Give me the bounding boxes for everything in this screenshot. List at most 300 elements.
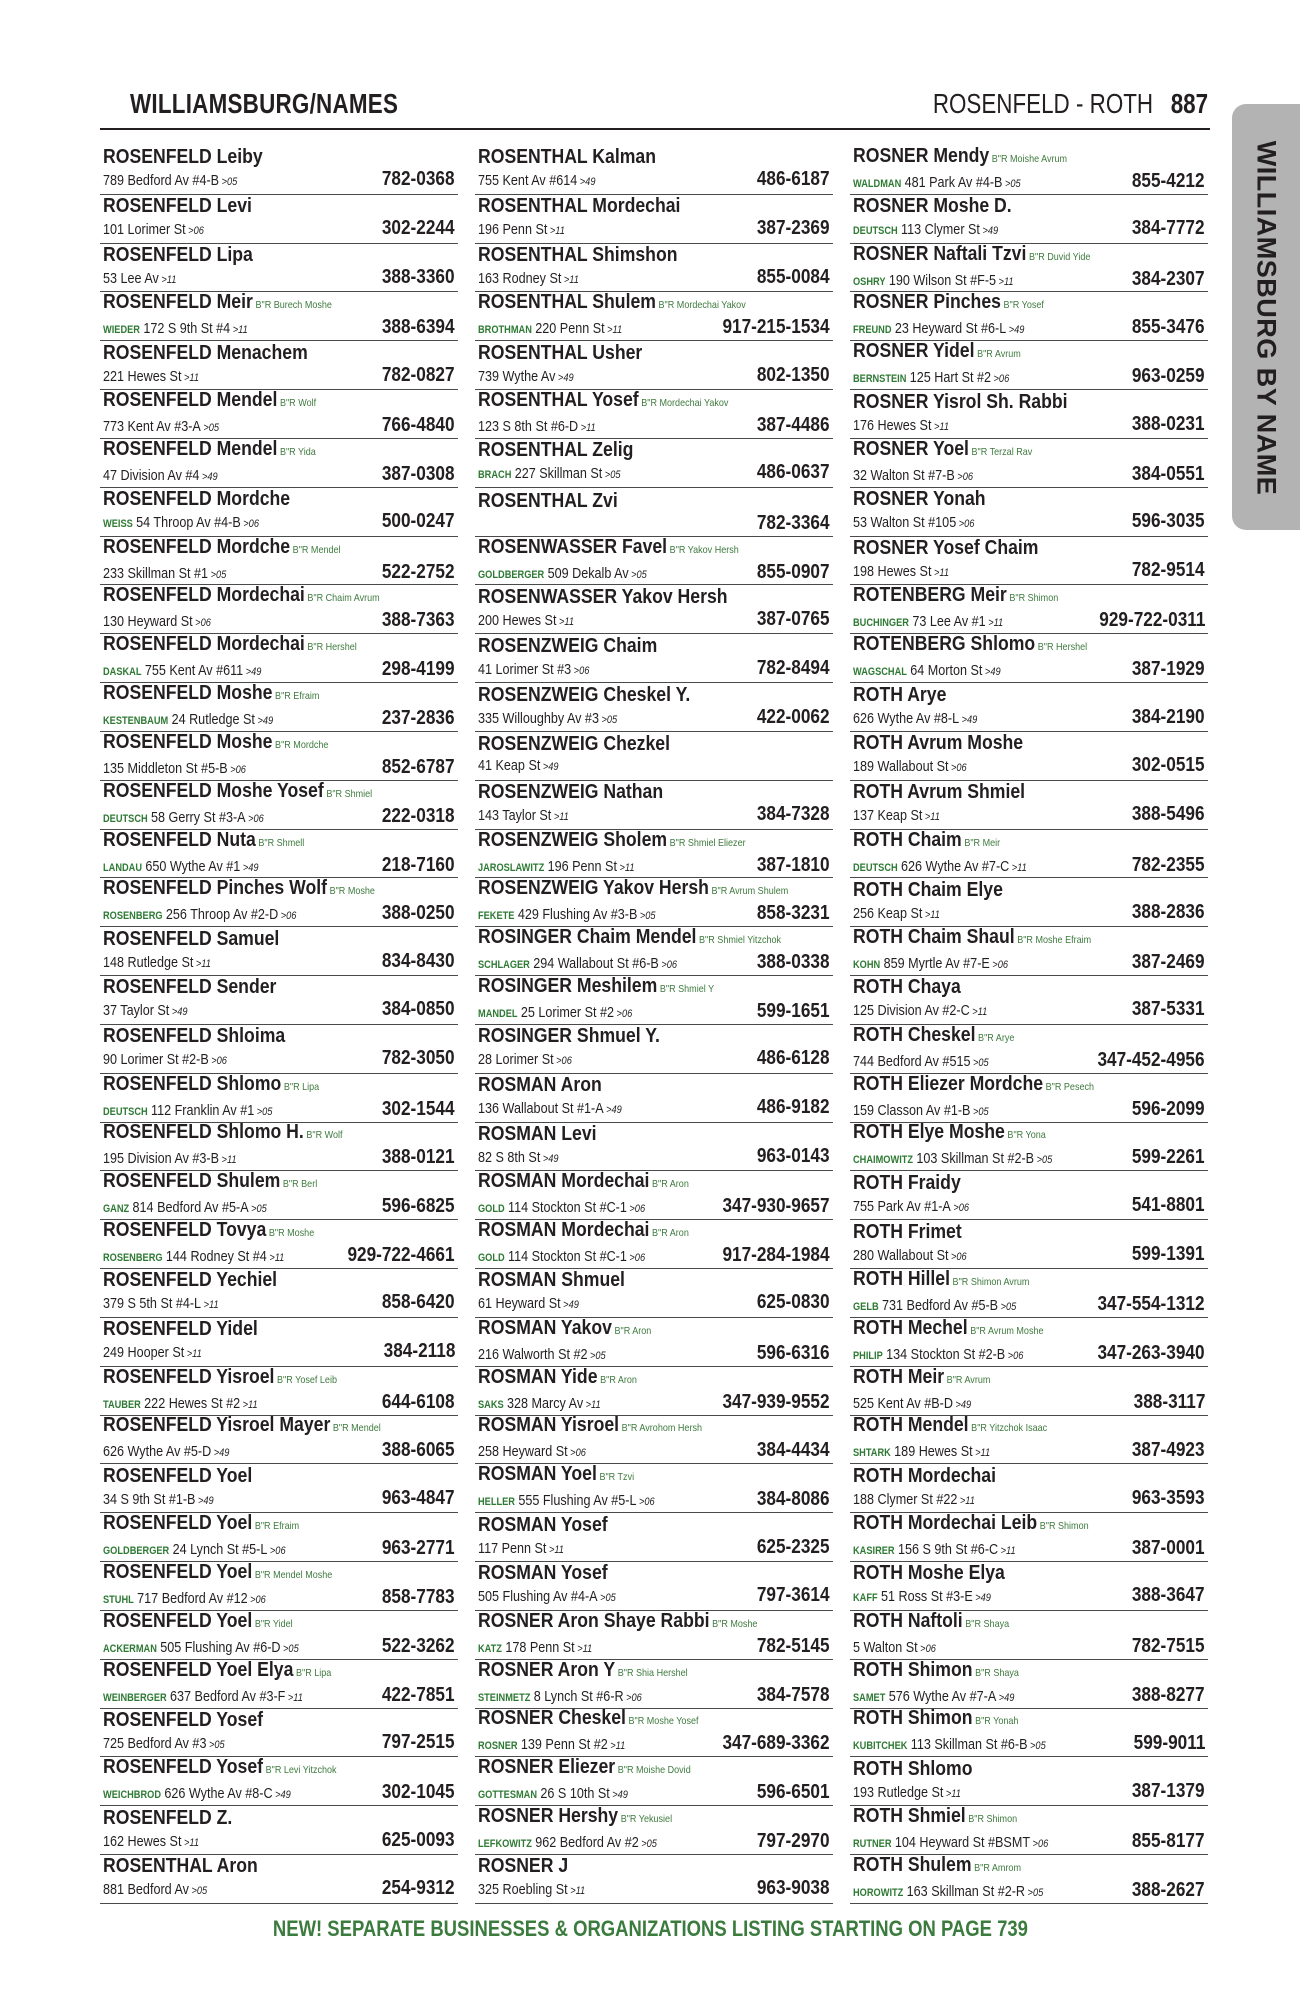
- entry-name: ROSMAN Yoel: [478, 1464, 597, 1486]
- entry-address-line: [853, 611, 1003, 634]
- entry-address-line: [103, 758, 246, 781]
- entry-details: [853, 1537, 1205, 1562]
- entry-zip: >06: [616, 1008, 633, 1020]
- listing-entry: [100, 1855, 458, 1904]
- entry-name: ROSENFELD Menachem: [103, 341, 308, 364]
- entry-parent: B"R Avrum Moshe: [970, 1324, 1044, 1337]
- entry-zip: >11: [933, 567, 949, 580]
- entry-parent: B"R Shimon Avrum: [952, 1275, 1030, 1288]
- entry-address-line: [853, 465, 973, 488]
- entry-address: 51 Ross St #3-E: [880, 1588, 973, 1606]
- listing-entry: [850, 1269, 1208, 1318]
- entry-details: [478, 1584, 830, 1609]
- entry-phone: 388-0338: [757, 951, 830, 974]
- entry-details: [853, 1049, 1205, 1074]
- entry-name: ROSMAN Levi: [478, 1122, 597, 1145]
- entry-address-line: [853, 561, 949, 584]
- listing-entry: [100, 1660, 458, 1709]
- entry-zip: >11: [161, 274, 177, 287]
- entry-parent: B"R Terzal Rav: [971, 445, 1033, 458]
- entry-header: [853, 732, 1156, 754]
- entry-address-line: [103, 660, 261, 683]
- entry-name: ROTH Avrum Shmiel: [853, 780, 1026, 804]
- entry-address: 222 Hewes St #2: [144, 1394, 241, 1412]
- entry-phone: 388-6065: [382, 1439, 455, 1462]
- entry-address-line: [478, 1637, 592, 1660]
- entry-parent: B"R Moshe Yosef: [628, 1715, 699, 1728]
- entry-zip: >05: [639, 910, 656, 923]
- entry-parent: B"R Aron: [652, 1227, 689, 1240]
- entry-address-line: [478, 1098, 622, 1121]
- listing-entry: [850, 585, 1208, 634]
- entry-phone: 222-0318: [382, 804, 455, 827]
- listing-entry: [850, 341, 1208, 390]
- entry-parent: B"R Efraim: [254, 1520, 300, 1533]
- entry-name: ROSNER Eliezer: [478, 1757, 616, 1779]
- entry-name: ROSMAN Yakov: [478, 1317, 612, 1339]
- entry-details: [103, 316, 455, 341]
- entry-header: [853, 585, 1156, 609]
- entry-phone: 834-8430: [382, 949, 455, 972]
- entry-zip: >06: [243, 518, 259, 531]
- entry-address: 172 S 9th St #4: [143, 320, 231, 338]
- entry-header: [478, 878, 789, 902]
- entry-name: ROSENFELD Z.: [103, 1806, 233, 1829]
- entry-header: [853, 1269, 1156, 1293]
- entry-zip: >11: [975, 1447, 991, 1460]
- listing-entry: [100, 1513, 458, 1562]
- entry-phone: 384-0850: [382, 998, 455, 1021]
- entry-name: ROTH Arye: [853, 683, 947, 706]
- entry-address: 481 Park Av #4-B: [904, 173, 1003, 191]
- entry-details: [103, 217, 455, 242]
- entry-family-name: GOLDBERGER: [478, 568, 545, 581]
- entry-name: ROSMAN Aron: [478, 1073, 602, 1097]
- entry-header: [103, 1025, 406, 1047]
- listing-entry: [850, 1709, 1208, 1758]
- entry-zip: >49: [984, 666, 1001, 679]
- entry-address: 104 Heyward St #BSMT: [894, 1834, 1031, 1852]
- entry-phone: 254-9312: [382, 1877, 455, 1900]
- entry-details: [103, 1586, 455, 1611]
- entry-zip: >05: [1036, 1154, 1053, 1167]
- entry-address: 113 Clymer St: [901, 221, 980, 239]
- listing-entry: [100, 1220, 458, 1269]
- entry-header: [103, 781, 406, 805]
- listing-entry: [100, 683, 458, 732]
- entry-header: [478, 490, 781, 512]
- entry-details: [478, 168, 830, 193]
- entry-address-line: [103, 709, 273, 732]
- entry-zip: >49: [998, 1691, 1015, 1704]
- listing-entry: [100, 878, 458, 927]
- entry-phone: 929-722-4661: [347, 1244, 455, 1267]
- entry-name: ROSENFELD Moshe: [103, 731, 273, 753]
- entry-phone: 963-4847: [382, 1486, 455, 1509]
- entry-header: [103, 292, 406, 316]
- entry-details: [853, 1243, 1205, 1268]
- entry-header: [103, 1318, 406, 1340]
- entry-zip: >11: [570, 1885, 586, 1898]
- entry-address: 112 Franklin Av #1: [151, 1101, 255, 1119]
- entry-details: [478, 1195, 830, 1220]
- listing-entry: [850, 1416, 1208, 1465]
- entry-zip: >11: [945, 1787, 961, 1800]
- entry-address-line: [103, 512, 259, 535]
- listing-entry: [475, 146, 833, 195]
- entry-details: [103, 1487, 455, 1512]
- entry-zip: >11: [580, 422, 596, 435]
- entry-phone: 929-722-0311: [1098, 609, 1205, 632]
- listing-entry: [475, 537, 833, 586]
- entry-family-name: WEICHBROD: [103, 1789, 162, 1802]
- entry-address-line: [103, 563, 226, 586]
- entry-address-line: [478, 1783, 628, 1806]
- entry-details: [478, 1635, 830, 1660]
- entry-header: [853, 1221, 1156, 1243]
- entry-details: [103, 1047, 455, 1072]
- entry-zip: >06: [570, 1447, 586, 1460]
- entry-parent: B"R Hershel: [1037, 641, 1088, 654]
- listing-column-1: [100, 146, 458, 1904]
- entry-details: [478, 1291, 830, 1316]
- listing-entry: [100, 976, 458, 1025]
- entry-header: [478, 1220, 781, 1244]
- entry-details: [103, 1731, 455, 1756]
- entry-address-line: [853, 1441, 990, 1464]
- entry-header: [478, 1074, 781, 1096]
- entry-address-line: [478, 1441, 586, 1464]
- entry-name: ROSENZWEIG Yakov Hersh: [478, 878, 709, 900]
- entry-family-name: HOROWITZ: [853, 1886, 904, 1899]
- entry-name: ROTH Mordechai: [853, 1464, 997, 1487]
- entry-details: [853, 1584, 1205, 1609]
- entry-header: [478, 439, 781, 461]
- entry-name: ROSENZWEIG Chaim: [478, 634, 658, 657]
- entry-zip: >49: [557, 371, 574, 384]
- entry-details: [478, 316, 830, 341]
- entry-parent: B"R Mendel: [332, 1422, 381, 1435]
- entry-address-line: [103, 1148, 237, 1171]
- entry-zip: >49: [242, 861, 259, 874]
- entry-details: [103, 998, 455, 1023]
- entry-phone: 387-1379: [1132, 1779, 1205, 1802]
- entry-details: [853, 1684, 1205, 1709]
- entry-phone: 599-1391: [1132, 1242, 1205, 1265]
- entry-zip: >06: [920, 1642, 936, 1655]
- listing-entry: [475, 732, 833, 781]
- listing-entry: [475, 1171, 833, 1220]
- listing-entry: [475, 1806, 833, 1855]
- entry-header: [478, 1367, 781, 1391]
- entry-address: 725 Bedford Av #3: [103, 1734, 207, 1752]
- entry-name: ROSENZWEIG Cheskel Y.: [478, 683, 691, 706]
- listing-entry: [475, 292, 833, 341]
- listing-entry: [475, 585, 833, 634]
- entry-parent: B"R Avrum: [977, 348, 1021, 361]
- entry-name: ROSMAN Shmuel: [478, 1269, 625, 1292]
- entry-address-line: [853, 1344, 1023, 1367]
- entry-zip: >49: [579, 176, 596, 189]
- listing-entry: [100, 781, 458, 830]
- entry-header: [103, 830, 406, 854]
- entry-parent: B"R Aron: [614, 1324, 652, 1337]
- entry-details: [478, 561, 830, 586]
- listing-entry: [100, 1269, 458, 1318]
- entry-zip: >06: [250, 1593, 266, 1606]
- listing-entry: [850, 634, 1208, 683]
- entry-phone: 782-2355: [1132, 853, 1205, 876]
- entry-family-name: OSHRY: [853, 275, 886, 288]
- entry-header: [853, 391, 1156, 413]
- listing-entry: [850, 390, 1208, 439]
- entry-name: ROTH Chaim: [853, 829, 962, 851]
- entry-header: [478, 195, 781, 217]
- entry-name: ROSMAN Yosef: [478, 1513, 608, 1536]
- entry-address: 509 Dekalb Av: [547, 564, 629, 582]
- entry-parent: B"R Yosef: [1003, 299, 1044, 312]
- entry-header: [853, 1025, 1156, 1049]
- entry-address: 256 Keap St: [853, 904, 923, 922]
- entry-parent: B"R Yonah: [975, 1715, 1019, 1728]
- entry-phone: 486-9182: [757, 1096, 830, 1119]
- entry-name: ROTH Shlomo: [853, 1757, 973, 1780]
- entry-family-name: TAUBER: [103, 1398, 141, 1411]
- entry-phone: 388-2627: [1132, 1878, 1205, 1901]
- entry-family-name: RUTNER: [853, 1838, 892, 1851]
- entry-zip: >06: [573, 664, 590, 677]
- entry-details: [478, 1830, 830, 1855]
- entry-name: ROTH Mechel: [853, 1317, 968, 1339]
- entry-phone: 486-0637: [757, 461, 830, 484]
- entry-phone: 384-2307: [1132, 267, 1205, 290]
- entry-address: 221 Hewes St: [103, 367, 182, 385]
- entry-address-line: [103, 1000, 188, 1023]
- entry-parent: B"R Shmell: [258, 836, 305, 849]
- entry-name: ROSENFELD Yisroel: [103, 1366, 275, 1388]
- entry-address-line: [103, 1879, 207, 1902]
- entry-address: 82 S 8th St: [478, 1148, 541, 1166]
- listing-entry: [475, 683, 833, 732]
- entry-details: [103, 658, 455, 683]
- entry-header: [478, 1660, 781, 1684]
- entry-header: [103, 1171, 406, 1195]
- entry-header: [103, 488, 406, 510]
- entry-details: [103, 950, 455, 975]
- entry-parent: B"R Pesech: [1045, 1080, 1095, 1093]
- entry-family-name: FEKETE: [478, 910, 515, 923]
- entry-zip: >11: [183, 1836, 199, 1849]
- entry-parent: B"R Hershel: [307, 641, 357, 654]
- entry-parent: B"R Shimon: [968, 1813, 1018, 1826]
- entry-zip: >05: [601, 713, 618, 726]
- entry-header: [103, 1074, 406, 1098]
- listing-entry: [850, 1464, 1208, 1513]
- entry-zip: >49: [955, 1398, 972, 1411]
- entry-address-line: [853, 1196, 969, 1219]
- entry-parent: B"R Shmiel Eliezer: [669, 836, 746, 849]
- entry-address: 26 S 10th St: [540, 1785, 610, 1803]
- entry-phone: 302-2244: [382, 217, 455, 240]
- entry-header: [103, 1855, 406, 1877]
- entry-zip: >05: [1004, 177, 1021, 190]
- entry-parent: B"R Shaya: [975, 1666, 1019, 1679]
- entry-phone: 782-8494: [757, 656, 830, 679]
- entry-parent: B"R Mendel: [292, 543, 341, 556]
- entry-parent: B"R Yida: [279, 445, 316, 458]
- entry-phone: 782-3050: [382, 1047, 455, 1070]
- entry-phone: 782-0368: [382, 168, 455, 191]
- entry-header: [478, 1269, 781, 1291]
- entry-address: 148 Rutledge St: [103, 953, 194, 971]
- entry-address: 200 Hewes St: [478, 611, 557, 629]
- entry-phone: 387-4923: [1132, 1439, 1205, 1462]
- entry-address: 280 Wallabout St: [853, 1246, 949, 1264]
- entry-name: ROSENTHAL Shulem: [478, 292, 656, 314]
- entry-family-name: GOLDBERGER: [103, 1545, 170, 1558]
- entry-details: [103, 1635, 455, 1660]
- entry-family-name: SAMET: [853, 1691, 886, 1704]
- entry-address: 196 Penn St: [478, 221, 548, 239]
- entry-name: ROSENFELD Yosef: [103, 1708, 264, 1731]
- entry-parent: B"R Moishe Dovid: [617, 1764, 691, 1777]
- entry-phone: 347-930-9657: [722, 1195, 830, 1218]
- entry-address: 54 Throop Av #4-B: [136, 514, 241, 532]
- listing-entry: [475, 1269, 833, 1318]
- entry-zip: >11: [269, 1252, 285, 1265]
- entry-address-line: [103, 952, 211, 975]
- entry-header: [478, 1562, 781, 1584]
- entry-parent: B"R Avrohom Hersh: [621, 1422, 702, 1435]
- entry-phone: 387-0765: [757, 607, 830, 630]
- entry-zip: >06: [957, 470, 973, 483]
- entry-header: [853, 1123, 1156, 1147]
- entry-zip: >11: [183, 371, 199, 384]
- entry-address: 335 Willoughby Av #3: [478, 709, 599, 727]
- entry-address: 739 Wythe Av: [478, 367, 556, 385]
- entry-name: ROSNER Aron Y: [478, 1659, 616, 1681]
- entry-details: [853, 1391, 1205, 1416]
- entry-phone: 963-0143: [757, 1144, 830, 1167]
- listing-entry: [475, 1660, 833, 1709]
- entry-address: 859 Myrtle Av #7-E: [883, 955, 990, 973]
- entry-address-line: [478, 463, 620, 486]
- entry-details: [103, 1391, 455, 1416]
- entry-details: [478, 461, 830, 486]
- entry-details: [103, 1195, 455, 1220]
- entry-zip: >06: [951, 1250, 967, 1263]
- entry-family-name: WEISS: [103, 518, 133, 531]
- entry-parent: B"R Moishe Avrum: [991, 152, 1068, 165]
- entry-address: 258 Heyward St: [478, 1443, 568, 1461]
- entry-name: ROSENFELD Samuel: [103, 927, 280, 950]
- entry-phone: 302-0515: [1132, 754, 1205, 777]
- entry-parent: B"R Yakov Hersh: [669, 543, 739, 556]
- entry-parent: B"R Shmiel Y: [659, 983, 715, 995]
- entry-details: [478, 364, 830, 389]
- entry-details: [478, 1145, 830, 1170]
- entry-address: 789 Bedford Av #4-B: [103, 172, 220, 190]
- entry-phone: 387-2369: [757, 217, 830, 240]
- entry-phone: 797-2515: [382, 1730, 455, 1753]
- entry-zip: >05: [600, 1592, 616, 1605]
- entry-family-name: JAROSLAWITZ: [478, 861, 545, 874]
- entry-name: ROSENTHAL Yosef: [478, 390, 639, 412]
- entry-phone: 384-8086: [757, 1488, 830, 1511]
- entry-phone: 347-939-9552: [722, 1390, 830, 1413]
- entry-address: 144 Rodney St #4: [165, 1248, 267, 1266]
- entry-name: ROSENFELD Shulem: [103, 1171, 281, 1193]
- entry-address-line: [103, 1293, 219, 1316]
- entry-address-line: [853, 953, 1008, 976]
- entry-details: [103, 1244, 455, 1269]
- listing-entry: [100, 195, 458, 244]
- listing-entry: [100, 1074, 458, 1123]
- entry-header: [478, 292, 781, 316]
- entry-details: [478, 266, 830, 291]
- entry-phone: 599-2261: [1132, 1146, 1205, 1169]
- entry-zip: >06: [629, 1203, 646, 1216]
- entry-phone: 782-9514: [1132, 559, 1205, 582]
- entry-phone: 963-3593: [1132, 1486, 1205, 1509]
- entry-header: [103, 683, 406, 707]
- entry-parent: B"R Amrom: [974, 1861, 1021, 1874]
- entry-name: ROTH Avrum Moshe: [853, 731, 1024, 755]
- entry-header: [478, 1416, 781, 1440]
- entry-address-line: [478, 708, 617, 731]
- entry-zip: >11: [1000, 1545, 1016, 1558]
- entry-address: 195 Division Av #3-B: [103, 1150, 220, 1168]
- entry-address: 650 Wythe Av #1: [145, 857, 241, 875]
- entry-zip: >11: [998, 275, 1014, 288]
- entry-header: [853, 146, 1156, 170]
- listing-entry: [100, 537, 458, 586]
- entry-details: [853, 1098, 1205, 1123]
- entry-zip: >11: [607, 324, 623, 337]
- entry-address-line: [478, 1686, 642, 1709]
- listing-entry: [850, 1367, 1208, 1416]
- entry-address: 188 Clymer St #22: [853, 1490, 958, 1508]
- entry-header: [103, 537, 406, 561]
- entry-zip: >49: [612, 1789, 628, 1802]
- entry-zip: >49: [961, 713, 978, 726]
- entry-address-line: [478, 1538, 564, 1561]
- entry-address: 137 Keap St: [853, 807, 923, 825]
- entry-family-name: ROSENBERG: [103, 1252, 163, 1265]
- entry-parent: B"R Aron: [652, 1178, 689, 1191]
- entry-header: [853, 195, 1156, 217]
- entry-name: ROSENFELD Yoel: [103, 1464, 253, 1487]
- listing-column-2: [475, 146, 833, 1904]
- entry-address-line: [478, 659, 589, 682]
- entry-details: [478, 1732, 830, 1757]
- entry-address: 328 Marcy Av: [507, 1394, 584, 1412]
- entry-address: 114 Stockton St #C-1: [508, 1199, 627, 1217]
- entry-details: [103, 1537, 455, 1562]
- entry-family-name: GOLD: [478, 1203, 505, 1216]
- entry-address-line: [103, 1686, 303, 1709]
- entry-zip: >05: [283, 1642, 299, 1655]
- entry-zip: >49: [257, 715, 274, 728]
- listing-entry: [475, 1025, 833, 1074]
- entry-header: [103, 928, 406, 950]
- entry-name: ROSNER Yisrol Sh. Rabbi: [853, 390, 1068, 413]
- entry-phone: 782-0827: [382, 363, 455, 386]
- entry-zip: >49: [213, 1447, 230, 1460]
- entry-header: [478, 635, 781, 657]
- entry-zip: >05: [191, 1885, 208, 1898]
- entry-family-name: SCHLAGER: [478, 959, 530, 972]
